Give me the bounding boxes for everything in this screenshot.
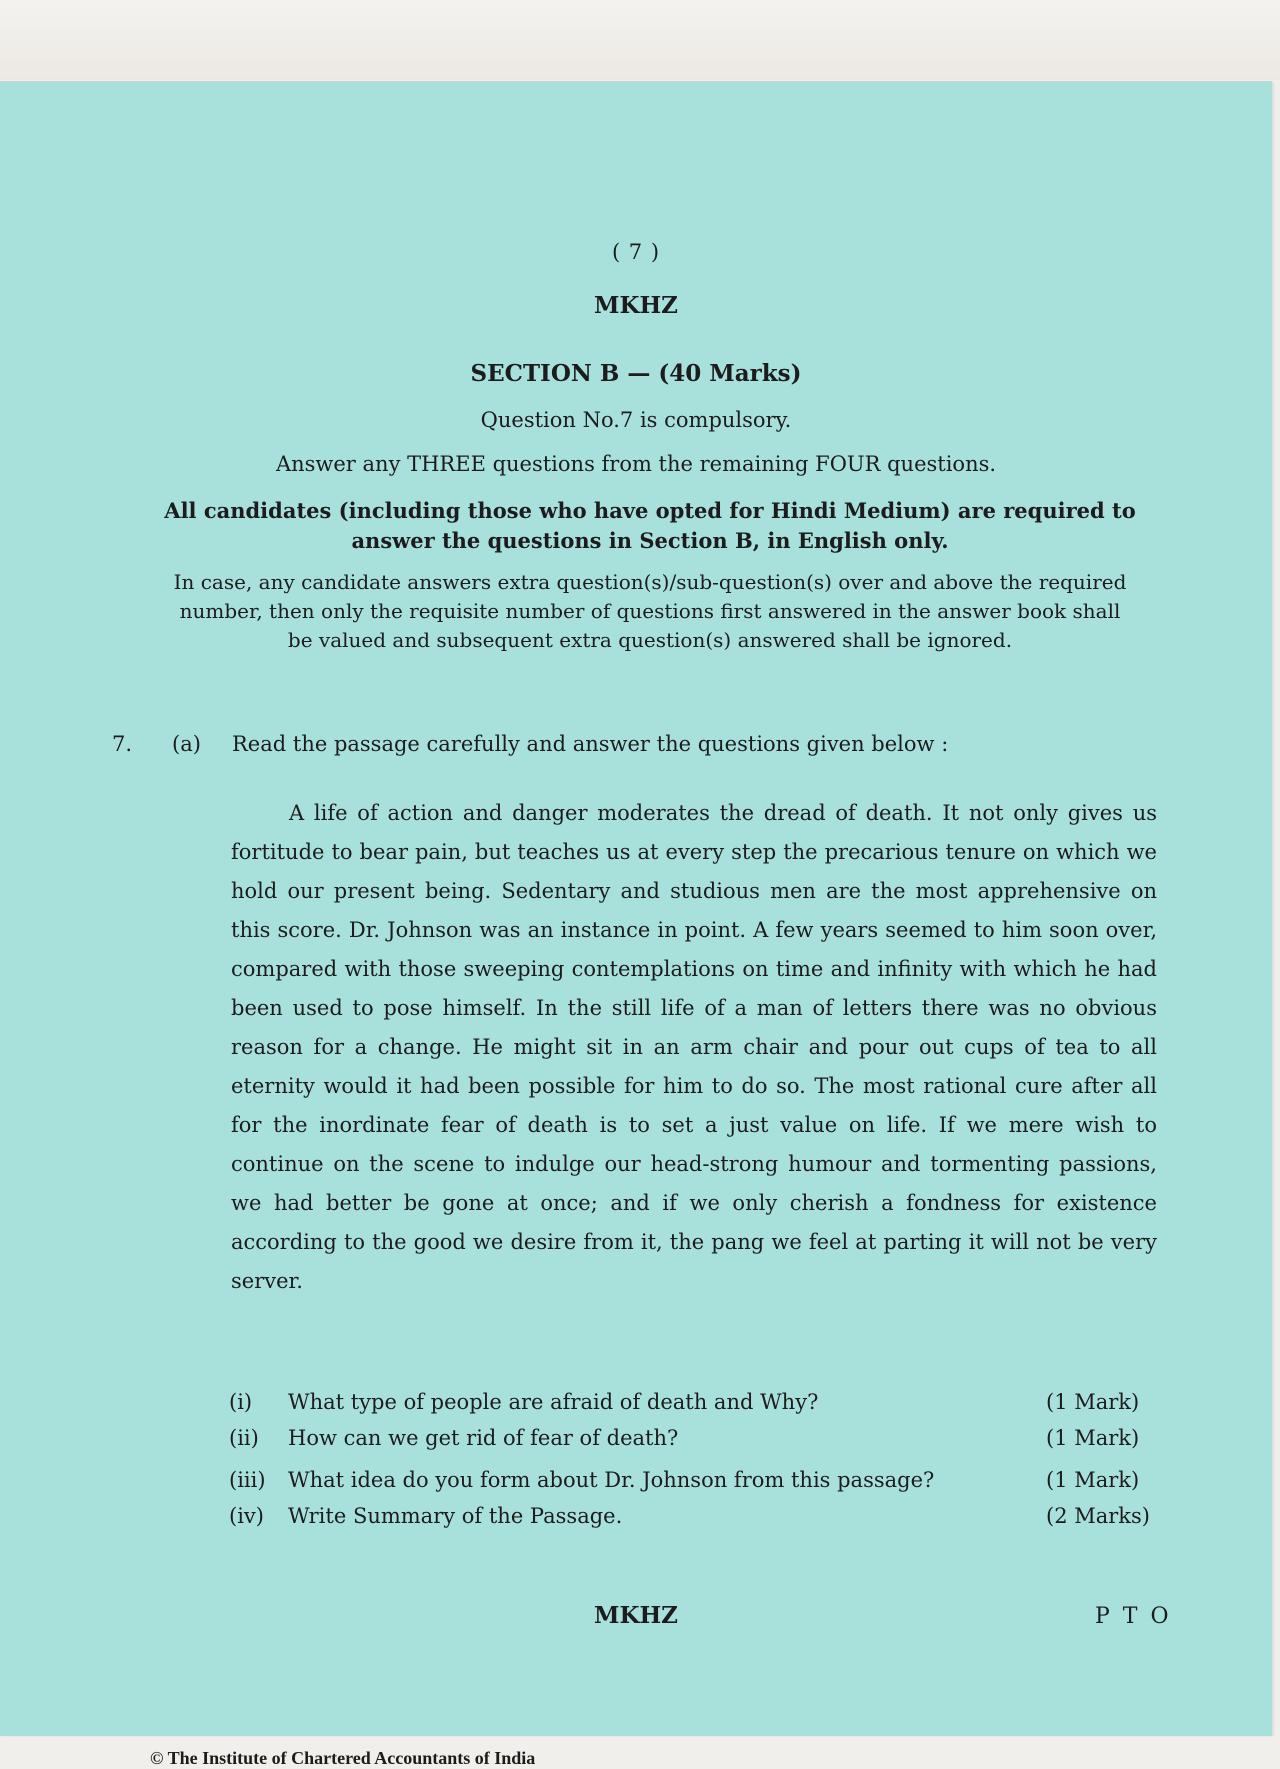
page-number: ( 7 ): [611, 240, 661, 264]
sub-question-text: What idea do you form about Dr. Johnson from this passage?: [288, 1468, 935, 1492]
page-top-margin: [0, 0, 1280, 80]
compulsory-note: Question No.7 is compulsory.: [480, 408, 792, 432]
extra-answers-note: In case, any candidate answers extra question(s)/sub-question(s) over and above the required number, then only the requisite number of questions first answered in the answer book shall be valued and subsequent extra question(s) answered shall be ignored.: [173, 570, 1127, 652]
sub-question-text: How can we get rid of fear of death?: [288, 1426, 679, 1450]
paper-code-header: MKHZ: [594, 292, 678, 319]
sub-question-text: Write Summary of the Passage.: [288, 1504, 623, 1528]
sub-question-number: (iii): [229, 1468, 266, 1492]
sub-question-number: (ii): [229, 1426, 259, 1450]
sub-question-marks: (2 Marks): [1046, 1504, 1150, 1528]
copyright-notice: © The Institute of Chartered Accountants of India: [150, 1748, 536, 1768]
sub-question: [0, 1426, 1272, 1456]
question-part: (a): [172, 732, 201, 756]
exam-page: [0, 82, 1272, 1768]
sub-question-marks: (1 Mark): [1046, 1426, 1140, 1450]
sub-question-number: (i): [229, 1390, 253, 1414]
question-instruction: Read the passage carefully and answer the questions given below :: [232, 732, 949, 756]
question-number: 7.: [112, 732, 133, 756]
sub-question-marks: (1 Mark): [1046, 1468, 1140, 1492]
paper-code-footer: MKHZ: [594, 1602, 678, 1629]
sub-question: [0, 1390, 1272, 1420]
sub-question-marks: (1 Mark): [1046, 1390, 1140, 1414]
sub-question: [0, 1468, 1272, 1498]
pto-label: P T O: [1095, 1604, 1172, 1629]
sub-question: [0, 1504, 1272, 1534]
sub-question-text: What type of people are afraid of death and Why?: [288, 1390, 819, 1414]
reading-passage: A life of action and danger moderates the dread of death. It not only gives us fortitude to bear pain, but teaches us at every step the precarious tenure on which we hold our present being. Sedentary and studious men are the most apprehensive on this score. Dr. Johnson was an instance in point. A few years seemed to him soon over, compared with those sweeping contemplations on time and infinity with which he had been used to pose himself. In the still life of a man of letters there was no obvious reason for a change. He might sit in an arm chair and pour out cups of tea to all eternity would it had been possible for him to do so. The most rational cure after all for the inordinate fear of death is to set a just value on life. If we mere wish to continue on the scene to indulge our head-strong humour and tormenting passions, we had better be gone at once; and if we only cherish a fondness for existence according to the good we desire from it, the pang we feel at parting it will not be very server.: [231, 801, 1157, 1293]
sub-question-number: (iv): [229, 1504, 264, 1528]
language-instruction: All candidates (including those who have opted for Hindi Medium) are required to answer the questions in Section B, in English only.: [164, 498, 1136, 553]
section-title: SECTION B — (40 Marks): [470, 360, 802, 387]
answer-instruction: Answer any THREE questions from the remaining FOUR questions.: [275, 452, 997, 476]
